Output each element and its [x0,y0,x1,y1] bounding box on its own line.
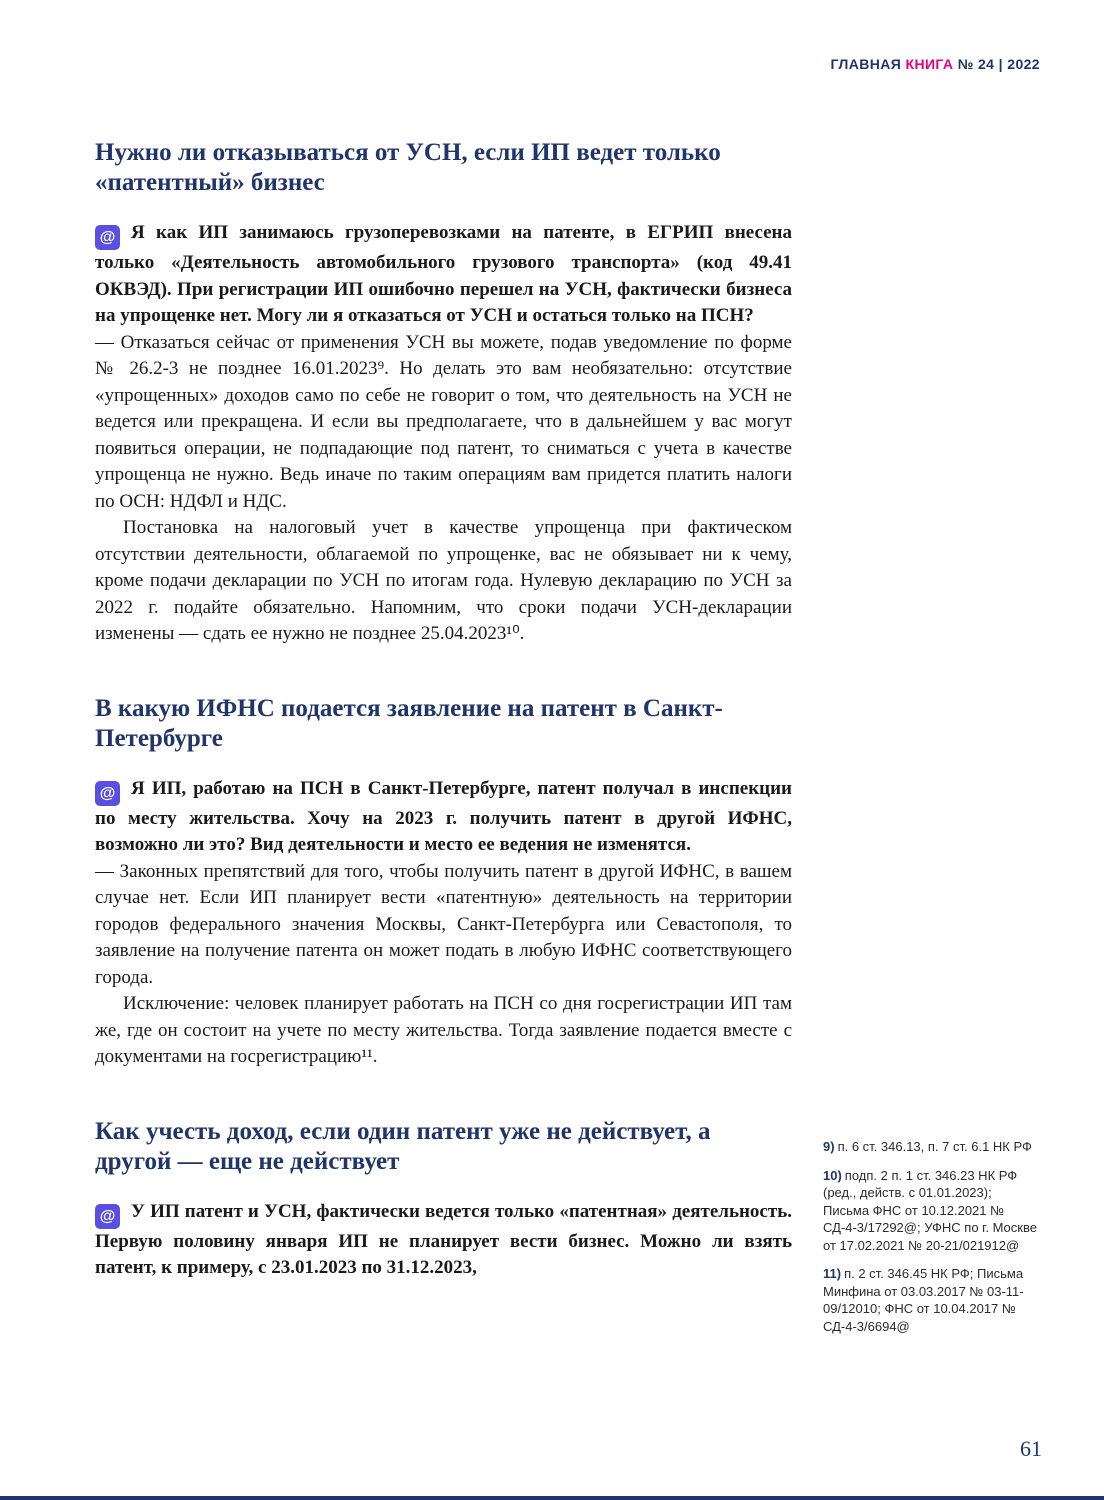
footnote-item [823,1167,1041,1255]
answer-paragraph: — Законных препятствий для того, чтобы получить патент в другой ИФНС, в вашем случае нет. Если ИП планирует вести «патентную» деятельность на территории городов федерального значения Москвы, Санкт-Петербурга или Севастополя, то заявление на получение патента он может подать в любую ИФНС соответствующего города. [95,860,792,988]
at-icon: @ [95,225,120,250]
journal-title-part2: КНИГА [905,56,954,72]
at-icon: @ [95,1204,120,1229]
answer-paragraph: — Отказаться сейчас от применения УСН вы можете, подав уведомление по форме № 26.2-3 не позднее 16.01.2023⁹. Но делать это вам необязательно: отсутствие «упрощенных» доходов само по себе не говорит о том, что деятельность на УСН не ведется или прекращена. И если вы предполагаете, что в дальнейшем у вас могут появиться операции, не подпадающие под патент, то сниматься с учета в качестве упрощенца не нужно. Ведь иначе по таким операциям вам придется платить налоги по ОСН: НДФЛ и НДС. [95,331,792,512]
section-heading: Как учесть доход, если один патент уже не действует, а другой — еще не действует [95,1117,711,1175]
journal-issue: № 24 | 2022 [957,56,1040,72]
footnote-item [823,1138,1041,1156]
footnote-text: п. 6 ст. 346.13, п. 7 ст. 6.1 НК РФ [837,1139,1032,1154]
section-ifns-application [95,694,792,1071]
footnote-marker: 11) [823,1266,842,1281]
footnote-marker: 10) [823,1167,842,1183]
page-number: 61 [1020,1436,1042,1461]
section-heading: Нужно ли отказываться от УСН, если ИП ведет только «патентный» бизнес [95,139,721,196]
question-block [95,220,792,330]
question-block [95,776,792,859]
section-patent-income [95,1117,792,1282]
footnote-item [823,1265,1041,1335]
footnote-text: п. 2 ст. 346.45 НК РФ; Письма Минфина от 03.03.2017 № 03-11-09/12010; ФНС от 10.04.2017 № СД-4-3/6694@ [823,1266,1024,1334]
question-block [95,1199,792,1282]
answer-paragraph: Исключение: человек планирует работать на ПСН со дня госрегистрации ИП там же, где он состоит на учете по месту жительства. Тогда заявление подается вместе с документами на госрегистрацию¹¹. [95,993,792,1067]
question-text: Я ИП, работаю на ПСН в Санкт-Петербурге, патент получал в инспекции по месту жительства. Хочу на 2023 г. получить патент в другой ИФНС, возможно ли это? Вид деятельности и место ее ведения не изменятся. [95,777,792,855]
section-heading: В какую ИФНС подается заявление на патент в Санкт-Петербурге [95,694,723,752]
question-text: Я как ИП занимаюсь грузоперевозками на патенте, в ЕГРИП внесена только «Деятельность автомобильного грузового транспорта» (код 49.41 ОКВЭД). При регистрации ИП ошибочно перешел на УСН, фактически бизнеса на упрощенке нет. Могу ли я отказаться от УСН и остаться только на ПСН? [95,222,792,326]
journal-header [95,56,1040,72]
footnotes-column [823,1138,1041,1346]
section-usn-refusal [95,138,792,648]
journal-title-part1: ГЛАВНАЯ [830,56,902,72]
footnote-text: подп. 2 п. 1 ст. 346.23 НК РФ (ред., действ. с 01.01.2023); Письма ФНС от 10.12.2021 № СД-4-3/17292@; УФНС по г. Москве от 17.02.2021 № 20-21/021912@ [823,1167,1037,1253]
main-column [95,138,792,1282]
at-icon: @ [95,781,120,806]
question-text: У ИП патент и УСН, фактически ведется только «патентная» деятельность. Первую половину января ИП не планирует вести бизнес. Можно ли взять патент, к примеру, с 23.01.2023 по 31.12.2023, [95,1200,792,1278]
bottom-rule [0,1496,1104,1500]
footnote-marker: 9) [823,1139,835,1154]
answer-paragraph: Постановка на налоговый учет в качестве упрощенца при фактическом отсутствии деятельности, облагаемой по упрощенке, вас не обязывает ни к чему, кроме подачи декларации по УСН по итогам года. Нулевую декларацию по УСН за 2022 г. подайте обязательно. Напомним, что сроки подачи УСН-декларации изменены — сдать ее нужно не позднее 25.04.2023¹⁰. [95,517,792,644]
